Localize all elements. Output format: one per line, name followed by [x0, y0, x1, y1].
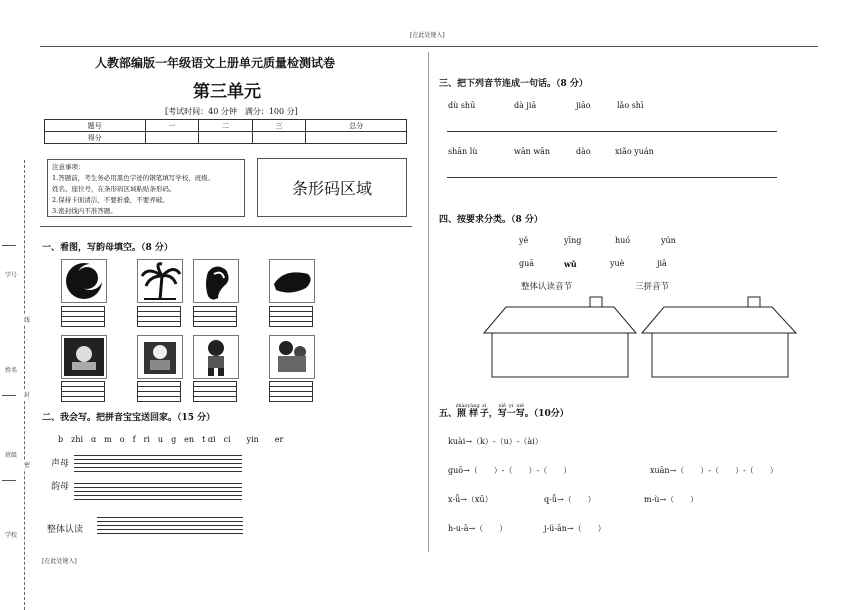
side-label-line: 线 [24, 317, 31, 324]
writing-lines[interactable] [97, 517, 243, 534]
writing-lines[interactable] [74, 455, 242, 472]
syllable: huó [615, 236, 631, 245]
char: 照 [455, 409, 468, 419]
writing-box[interactable] [269, 381, 313, 401]
syllable: yīng [564, 236, 582, 245]
notice-item: 2.保持卡面清洁，不要折叠，不要弄破。 [52, 196, 169, 204]
char: 样 [467, 409, 480, 419]
ruby-char [515, 403, 525, 419]
score-cell: 三 [252, 120, 306, 132]
syllable: yún [661, 236, 676, 245]
section4-title: 四、按要求分类。（8 分） [439, 215, 543, 225]
row-label-initials: 声母 [51, 459, 70, 469]
fill-item[interactable]: j-ü-ān→（ ） [544, 524, 606, 533]
pinyin-letters: b zhi ɑ m o f ri u g en t ɑi ci yin er [58, 435, 284, 444]
writing-box[interactable] [137, 381, 181, 401]
char: 一 [506, 409, 516, 419]
ruby-char [479, 403, 489, 419]
ruby-char [506, 403, 516, 419]
divider [40, 226, 412, 227]
house-left [484, 297, 636, 377]
palm-tree-picture [137, 259, 183, 303]
example-item: kuài→（k）-（u）-（ài） [448, 437, 543, 446]
syllable: shān lù [448, 147, 478, 156]
score-row-values [45, 132, 407, 144]
writing-box[interactable] [137, 306, 181, 326]
score-cell: 得分 [45, 132, 146, 144]
score-cell: 题号 [45, 120, 146, 132]
example-item: x-ǖ→（xū） [448, 495, 493, 504]
score-cell: 一 [145, 120, 199, 132]
pinyin-annotation: yàng [467, 403, 480, 409]
syllable: dù shū [448, 101, 476, 110]
binding-margin [0, 150, 40, 610]
syllable: yuè [610, 259, 625, 268]
section5-score: 。（10分） [524, 409, 569, 419]
writing-box[interactable] [193, 381, 237, 401]
barcode-area: 条形码区域 [257, 158, 407, 217]
syllable: wān wān [514, 147, 551, 156]
notice-title: 注意事项： [52, 163, 85, 171]
score-cell: 总分 [306, 120, 407, 132]
score-cell[interactable] [306, 132, 407, 144]
unit-title: 第三单元 [193, 82, 261, 102]
pinyin-annotation: yi [506, 403, 516, 409]
syllable: jiāo [576, 101, 591, 110]
side-label-class: 班级 [5, 452, 18, 459]
seal-line [24, 160, 26, 610]
score-cell[interactable] [199, 132, 253, 144]
side-blank [2, 480, 16, 481]
syllable: jiā [657, 259, 667, 268]
fill-item[interactable]: xuān→（ ）-（ ）-（ ） [650, 466, 778, 475]
notice-item: 3.密封线内不准答题。 [52, 207, 117, 215]
ear-picture [193, 259, 239, 303]
side-blank [2, 395, 16, 396]
side-label-school: 学校 [5, 532, 18, 539]
section3-title: 三、把下列音节连成一句话。（8 分） [439, 79, 588, 89]
score-row-header [45, 120, 407, 132]
char: 写 [515, 409, 525, 419]
syllable: lǎo shī [617, 101, 644, 110]
moon-picture [61, 259, 107, 303]
side-label-name: 姓名 [5, 367, 18, 374]
section5-prefix: 五、 [439, 409, 458, 419]
house-label-whole-syllables: 整体认读音节 [521, 282, 573, 292]
score-cell: 二 [199, 120, 253, 132]
score-cell[interactable] [252, 132, 306, 144]
section5-comma: ， [488, 409, 498, 419]
ruby-char [467, 403, 480, 419]
answer-line[interactable] [447, 177, 777, 178]
exam-info: [考试时间：40 分钟 满分：100 分] [165, 107, 298, 116]
writing-box[interactable] [61, 381, 105, 401]
side-label-seal: 封 [24, 392, 31, 399]
notice-box [47, 159, 245, 217]
writing-box[interactable] [61, 306, 105, 326]
pinyin-annotation: zi [479, 403, 489, 409]
fill-item[interactable]: guō→（ ）-（ ）-（ ） [448, 466, 572, 475]
fill-item[interactable]: h-u-ā→（ ） [448, 524, 508, 533]
row-label-whole-syllables: 整体认读 [47, 525, 84, 535]
notice-item: 姓名、座位号，在条形码区域粘贴条形码。 [52, 185, 176, 193]
leaf-picture [269, 259, 315, 303]
side-label-secret: 密 [24, 462, 31, 469]
syllable: dào [576, 147, 591, 156]
fill-item[interactable]: q-ǖ→（ ） [544, 495, 596, 504]
ruby-char [455, 403, 468, 419]
side-label-student-no: 学号 [5, 272, 18, 279]
house-right [642, 297, 796, 377]
writing-box[interactable] [269, 306, 313, 326]
house-label-three-part: 三拼音节 [635, 282, 670, 292]
footer-note: [在此处键入] [42, 558, 77, 565]
fill-item[interactable]: m-ù→（ ） [644, 495, 699, 504]
section5-title [439, 403, 569, 419]
header-rule [40, 46, 818, 47]
side-blank [2, 245, 16, 246]
header-note: [在此处键入] [410, 32, 445, 39]
ruby-char [497, 403, 507, 419]
notice-item: 1.答题前，考生务必用黑色字迹的钢笔填写学校、班级、 [52, 174, 215, 182]
writing-lines[interactable] [74, 483, 242, 500]
answer-line[interactable] [447, 131, 777, 132]
writing-box[interactable] [193, 306, 237, 326]
column-divider [428, 52, 429, 552]
row-label-finals: 韵母 [51, 482, 70, 492]
syllable: xiǎo yuán [615, 147, 654, 156]
children-playing-picture [269, 335, 315, 379]
section1-title: 一、看图，写韵母填空。（8 分） [42, 243, 173, 253]
syllable: wǔ [564, 259, 577, 269]
pinyin-annotation: xiě [497, 403, 507, 409]
char: 子 [479, 409, 489, 419]
char: 写 [497, 409, 507, 419]
pinyin-annotation: zhào [455, 403, 468, 409]
score-table [44, 119, 407, 144]
syllable: dà jiā [514, 101, 537, 110]
syllable: guā [519, 259, 535, 268]
score-cell[interactable] [145, 132, 199, 144]
pinyin-annotation: xiě [515, 403, 525, 409]
exam-title: 人教部编版一年级语文上册单元质量检测试卷 [95, 56, 336, 70]
houses-drawing [482, 295, 800, 379]
syllable: yě [519, 236, 529, 245]
child-sleeping-picture [61, 335, 107, 379]
child-walking-picture [193, 335, 239, 379]
child-reading-picture [137, 335, 183, 379]
section2-title: 二、我会写。把拼音宝宝送回家。（15 分） [42, 413, 216, 423]
